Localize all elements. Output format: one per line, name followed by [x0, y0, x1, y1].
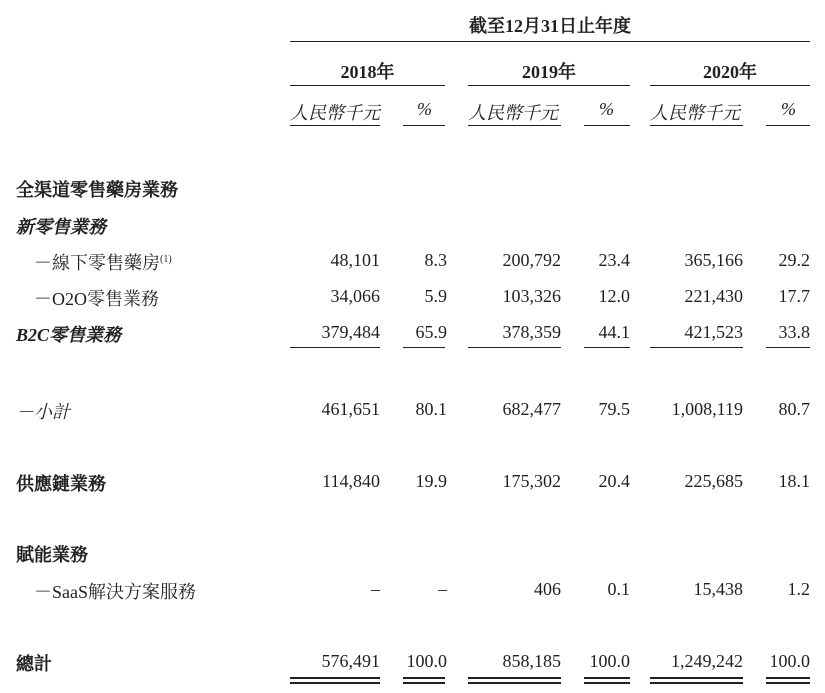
total-2019-amount: 858,185	[502, 651, 561, 671]
year-2018: 2018年	[340, 62, 395, 82]
period-header: 截至12月31日止年度	[469, 16, 631, 36]
saas-2020-amount: 15,438	[693, 579, 743, 599]
b2c-2018-amount: 379,484	[321, 322, 380, 342]
total-2018-pct-double-line-1	[403, 677, 445, 679]
period-underline	[290, 41, 810, 42]
total-2018-pct: 100.0	[406, 651, 447, 671]
row-supply-label: 供應鏈業務	[16, 474, 106, 494]
b2c-2019-amount-underline	[468, 347, 561, 348]
b2c-2020-pct-underline	[766, 347, 810, 348]
subtotal-2019-amount: 682,477	[502, 399, 561, 419]
pct-2018-underline	[403, 125, 445, 126]
total-2020-pct: 100.0	[769, 651, 810, 671]
row-offline-text: －線下零售藥房	[34, 253, 160, 273]
supply-2019-amount: 175,302	[502, 471, 561, 491]
o2o-2019-pct: 12.0	[598, 286, 630, 306]
subtotal-2018-amount: 461,651	[321, 399, 380, 419]
year-2020: 2020年	[703, 62, 757, 82]
b2c-2020-amount: 421,523	[684, 322, 743, 342]
total-2018-amount-double-line-1	[290, 677, 380, 679]
year-2019-underline	[468, 85, 630, 86]
saas-2019-amount: 406	[534, 579, 561, 599]
total-2019-pct: 100.0	[589, 651, 630, 671]
pct-2020: %	[781, 99, 796, 119]
total-2020-amount-double-line-1	[650, 677, 743, 679]
b2c-2018-pct: 65.9	[415, 322, 447, 342]
total-2020-pct-double-line-1	[766, 677, 810, 679]
row-b2c-label: B2C零售業務	[16, 325, 122, 345]
section-enabling: 賦能業務	[16, 545, 88, 565]
total-2020-amount: 1,249,242	[671, 651, 743, 671]
year-2019: 2019年	[522, 62, 576, 82]
b2c-2019-pct-underline	[584, 347, 630, 348]
unit-2019: 人民幣千元	[468, 103, 558, 123]
b2c-2018-pct-underline	[403, 347, 445, 348]
saas-2018-pct: –	[438, 579, 447, 599]
supply-2020-amount: 225,685	[684, 471, 743, 491]
b2c-2020-pct: 33.8	[778, 322, 810, 342]
b2c-2020-amount-underline	[650, 347, 743, 348]
total-2019-pct-double-line-2	[584, 682, 630, 684]
o2o-2019-amount: 103,326	[502, 286, 561, 306]
offline-2019-amount: 200,792	[502, 250, 561, 270]
subtotal-2020-amount: 1,008,119	[671, 399, 743, 419]
offline-2019-pct: 23.4	[598, 250, 630, 270]
unit-2020-underline	[650, 125, 743, 126]
total-2018-amount: 576,491	[321, 651, 380, 671]
pct-2019-underline	[584, 125, 630, 126]
pct-2020-underline	[766, 125, 810, 126]
row-o2o-label: －O2O零售業務	[34, 289, 159, 309]
supply-2019-pct: 20.4	[598, 471, 630, 491]
saas-2020-pct: 1.2	[787, 579, 810, 599]
unit-2019-underline	[468, 125, 561, 126]
o2o-2020-pct: 17.7	[778, 286, 810, 306]
subtotal-2018-pct: 80.1	[415, 399, 447, 419]
row-saas-label: －SaaS解決方案服務	[34, 582, 196, 602]
offline-2020-pct: 29.2	[778, 250, 810, 270]
supply-2018-amount: 114,840	[322, 471, 380, 491]
pct-2018: %	[417, 99, 432, 119]
saas-2019-pct: 0.1	[607, 579, 630, 599]
offline-2018-pct: 8.3	[424, 250, 447, 270]
b2c-2019-pct: 44.1	[598, 322, 630, 342]
total-2018-amount-double-line-2	[290, 682, 380, 684]
unit-2018: 人民幣千元	[290, 103, 380, 123]
footnote-ref: (1)	[160, 254, 172, 265]
total-2018-pct-double-line-2	[403, 682, 445, 684]
total-2020-pct-double-line-2	[766, 682, 810, 684]
section-new-retail: 新零售業務	[16, 217, 106, 237]
row-subtotal-label: －小計	[16, 402, 70, 422]
o2o-2020-amount: 221,430	[684, 286, 743, 306]
subtotal-2019-pct: 79.5	[598, 399, 630, 419]
b2c-2018-amount-underline	[290, 347, 380, 348]
pct-2019: %	[599, 99, 614, 119]
subtotal-2020-pct: 80.7	[778, 399, 810, 419]
year-2020-underline	[650, 85, 810, 86]
b2c-2019-amount: 378,359	[502, 322, 561, 342]
year-2018-underline	[290, 85, 445, 86]
total-2019-amount-double-line-1	[468, 677, 561, 679]
row-offline-label	[34, 249, 172, 275]
total-2020-amount-double-line-2	[650, 682, 743, 684]
offline-2020-amount: 365,166	[684, 250, 743, 270]
supply-2018-pct: 19.9	[415, 471, 447, 491]
saas-2018-amount: –	[371, 579, 380, 599]
row-total-label: 總計	[16, 654, 52, 674]
supply-2020-pct: 18.1	[778, 471, 810, 491]
section-omni-channel: 全渠道零售藥房業務	[16, 180, 178, 200]
total-2019-pct-double-line-1	[584, 677, 630, 679]
total-2019-amount-double-line-2	[468, 682, 561, 684]
o2o-2018-amount: 34,066	[330, 286, 380, 306]
unit-2020: 人民幣千元	[650, 103, 740, 123]
o2o-2018-pct: 5.9	[424, 286, 447, 306]
offline-2018-amount: 48,101	[330, 250, 380, 270]
unit-2018-underline	[290, 125, 380, 126]
